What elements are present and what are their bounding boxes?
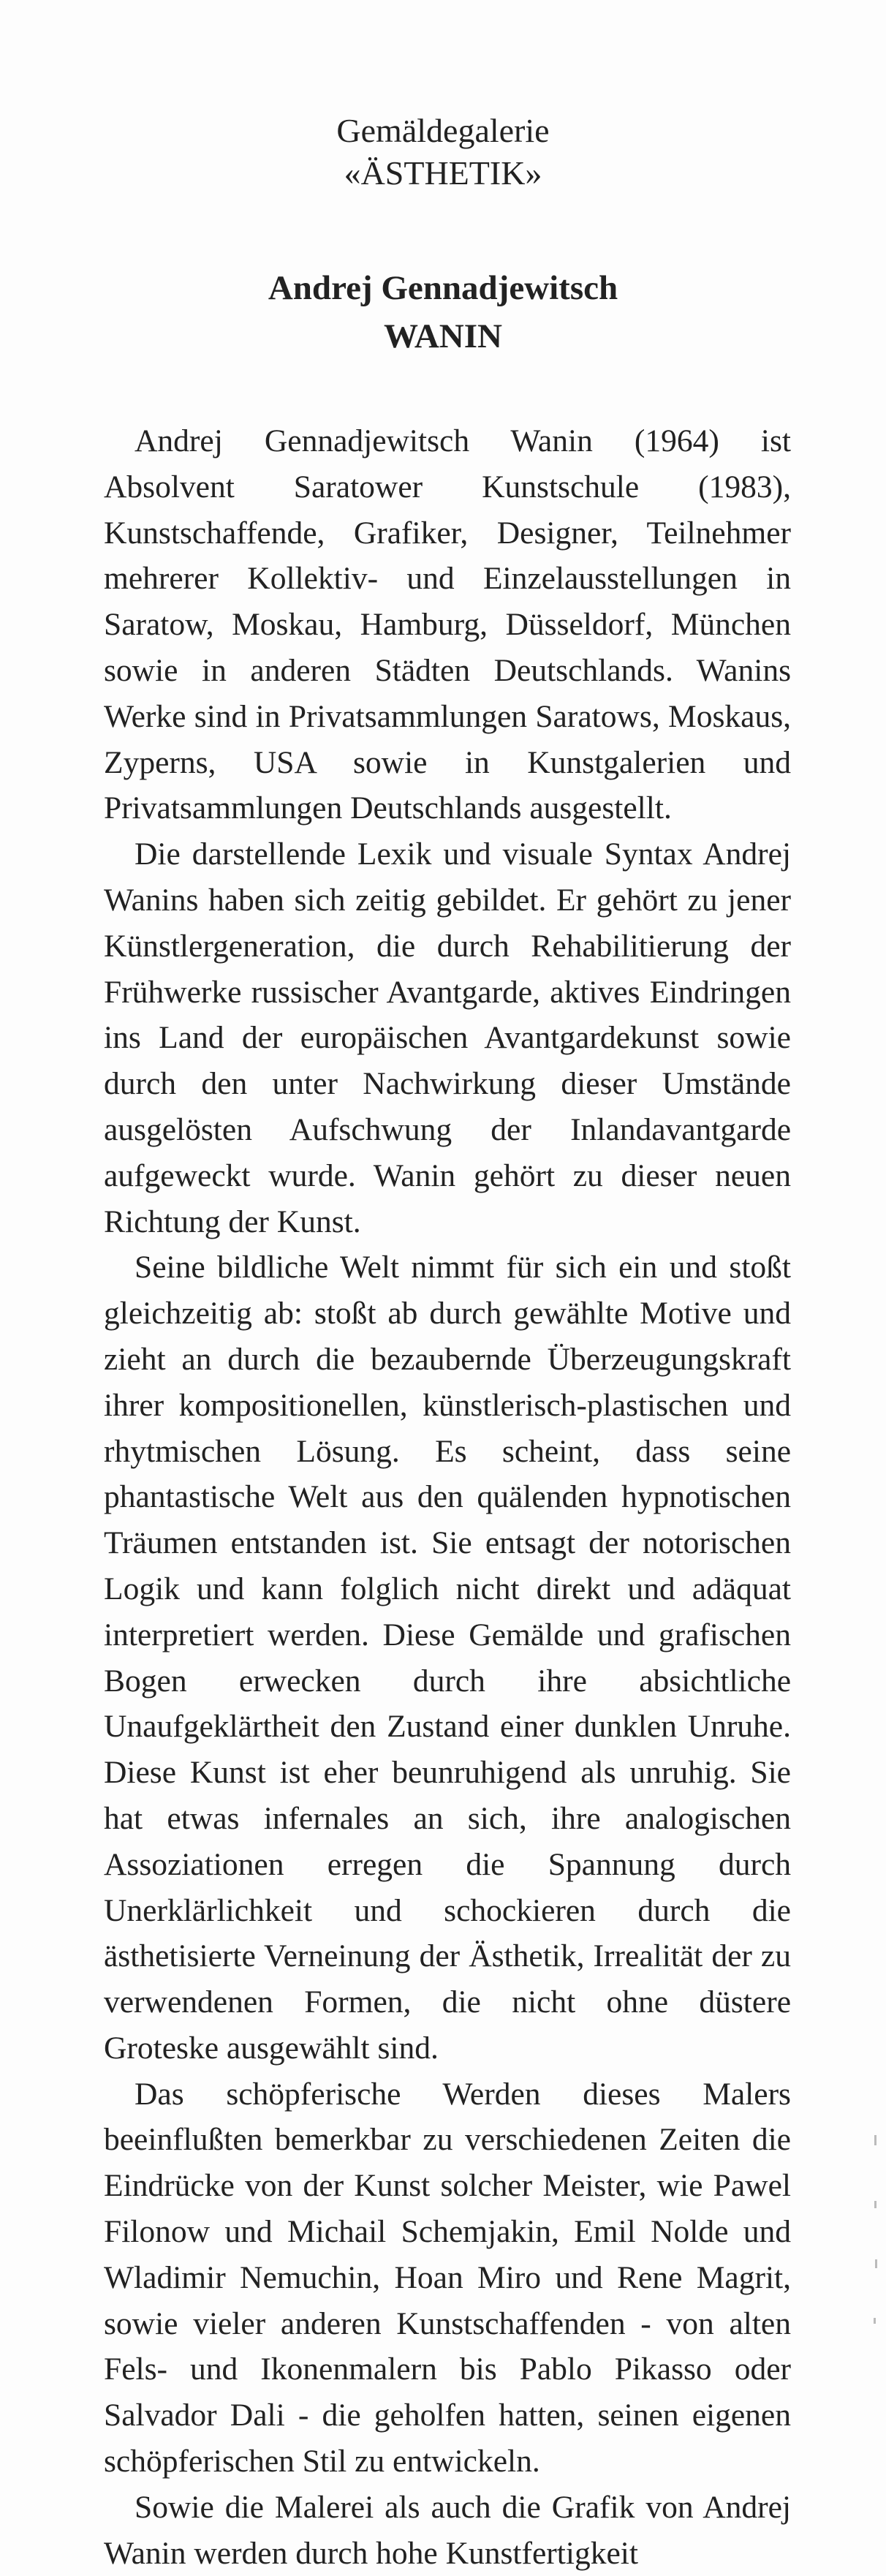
scan-speck — [875, 2259, 877, 2268]
artist-given-names: Andrej Gennadjewitsch — [268, 269, 618, 307]
gallery-name: «ÄSTHETIK» — [344, 154, 542, 192]
paragraph-4: Das schöpferische Werden dieses Malers beeinflußten bemerkbar zu verschiedenen Zeiten die Eindrücke von der Kunst solcher Meister, wie Pawel Filonow und Michail Schemjakin, Emil Nolde und Wladimir Nemuchin, Hoan Miro und Rene Magrit, sowie vieler anderen Kunstschaffenden - von alten Fels- und Ikonenmalern bis Pablo Pikasso oder Salvador Dali - die geholfen hatten, seinen eigenen schöpferischen Stil zu entwickeln. — [104, 2076, 791, 2479]
paragraph-3: Seine bildliche Welt nimmt für sich ein und stoßt gleichzeitig ab: stoßt ab durch gewählte Motive und zieht an durch die bezaubernde Überzeugungskraft ihrer kompositionellen, künstlerisch-plastischen und rhytmischen Lösung. Es scheint, dass seine phantastische Welt aus den quälenden hypnotischen Träumen entstanden ist. Sie entsagt der notorischen Logik und kann folglich nicht direkt und adäquat interpretiert werden. Diese Gemälde und grafischen Bogen erwecken durch ihre absichtliche Unaufgeklärtheit den Zustand einer dunklen Unruhe. Diese Kunst ist eher beunruhigend als unruhig. Sie hat etwas infernales an sich, ihre analogischen Assoziationen erregen die Spannung durch Unerklärlichkeit und schockieren durch die ästhetisierte Verneinung der Ästhetik, Irrealität der zu verwendenen Formen, die nicht ohne düstere Groteske ausgewählt sind. — [104, 1250, 791, 2066]
paragraph-1: Andrej Gennadjewitsch Wanin (1964) ist Absolvent Saratower Kunstschule (1983), Kunstschaffende, Grafiker, Designer, Teilnehmer mehrerer Kollektiv- und Einzelausstellungen in Saratow, Moskau, Hamburg, Düsseldorf, München sowie in anderen Städten Deutschlands. Wanins Werke sind in Privatsammlungen Saratows, Moskaus, Zyperns, USA sowie in Kunstgalerien und Privatsammlungen Deutschlands ausgestellt. — [104, 423, 791, 826]
artist-surname: WANIN — [384, 317, 502, 355]
gallery-label: Gemäldegalerie — [336, 112, 550, 149]
paragraph-5: Sowie die Malerei als auch die Grafik von Andrej Wanin werden durch hohe Kunstfertigkeit — [104, 2489, 791, 2571]
scan-speck — [874, 2135, 876, 2145]
scan-speck — [874, 2201, 876, 2208]
biography-text — [104, 418, 791, 2576]
paragraph-2: Die darstellende Lexik und visuale Syntax Andrej Wanins haben sich zeitig gebildet. Er gehört zu jener Künstlergeneration, die durch Rehabilitierung der Frühwerke russischer Avantgarde, aktives Eindringen ins Land der europäischen Avantgardekunst sowie durch den unter Nachwirkung dieser Umstände ausgelösten Aufschwung der Inlandavantgarde aufgeweckt wurde. Wanin gehört zu dieser neuen Richtung der Kunst. — [104, 836, 791, 1239]
scan-speck — [874, 2318, 876, 2324]
